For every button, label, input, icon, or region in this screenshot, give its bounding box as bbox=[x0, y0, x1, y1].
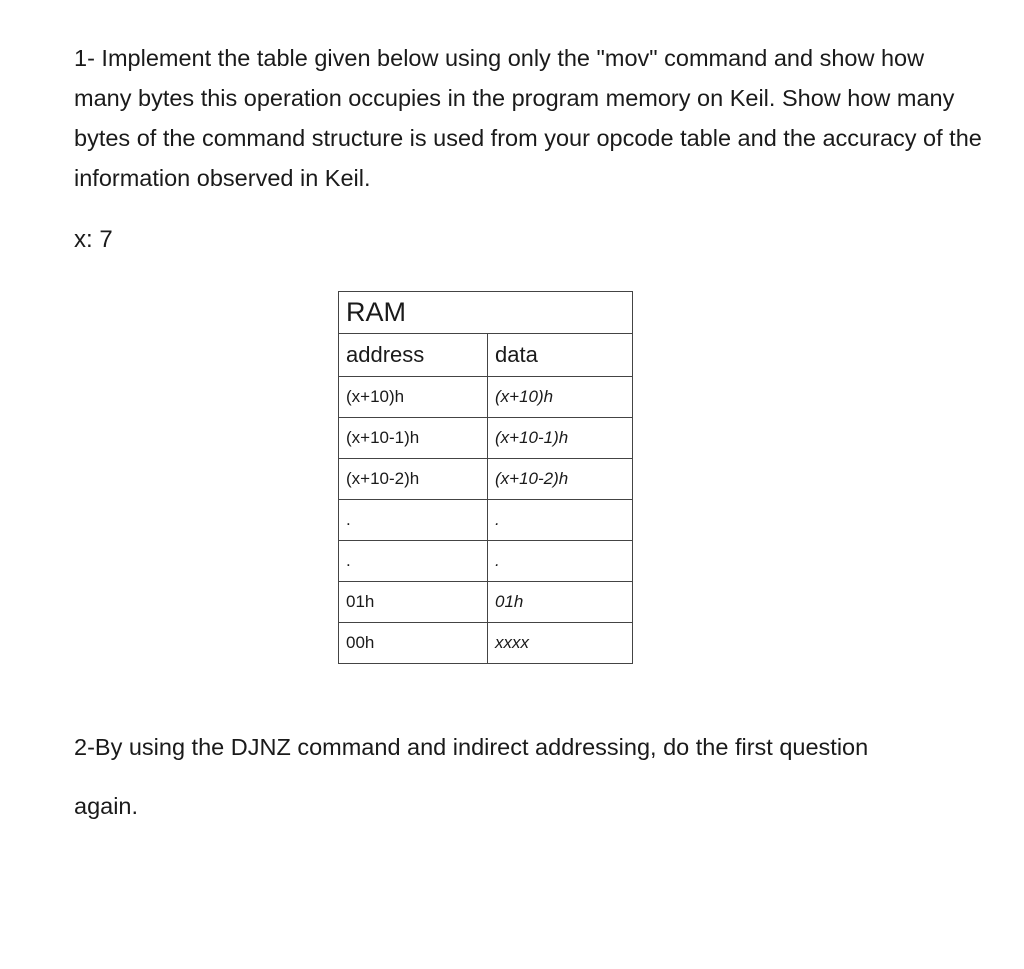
table-row bbox=[339, 418, 633, 459]
data-column-header: data bbox=[488, 334, 633, 377]
data-cell: 01h bbox=[488, 582, 633, 623]
data-cell: (x+10-2)h bbox=[488, 459, 633, 500]
table-row-ellipsis bbox=[339, 500, 633, 541]
data-cell: (x+10)h bbox=[488, 377, 633, 418]
data-cell: xxxx bbox=[488, 623, 633, 664]
data-cell: . bbox=[488, 500, 633, 541]
data-cell: (x+10-1)h bbox=[488, 418, 633, 459]
table-row bbox=[339, 623, 633, 664]
question-2-continuation: again. bbox=[74, 793, 139, 819]
table-row bbox=[339, 459, 633, 500]
address-cell: . bbox=[339, 500, 488, 541]
ram-table-title: RAM bbox=[339, 292, 633, 334]
address-cell: (x+10-2)h bbox=[339, 459, 488, 500]
address-cell: (x+10-1)h bbox=[339, 418, 488, 459]
x-value-label: x: 7 bbox=[74, 226, 113, 253]
table-row bbox=[339, 377, 633, 418]
address-cell: 00h bbox=[339, 623, 488, 664]
ram-table-header-row bbox=[339, 334, 633, 377]
ram-table bbox=[338, 291, 633, 664]
table-row-ellipsis bbox=[339, 541, 633, 582]
ram-table-title-row bbox=[339, 292, 633, 334]
address-cell: 01h bbox=[339, 582, 488, 623]
question-2-text: 2-By using the DJNZ command and indirect addressing, do the first question bbox=[74, 734, 869, 760]
address-cell: (x+10)h bbox=[339, 377, 488, 418]
address-cell: . bbox=[339, 541, 488, 582]
question-1-text: 1- Implement the table given below using only the "mov" command and show how many bytes this operation occupies in the program memory on Keil. Show how many bytes of the command structure is used from your opcode table and the accuracy of the information observed in Keil. bbox=[74, 45, 982, 191]
data-cell: . bbox=[488, 541, 633, 582]
address-column-header: address bbox=[339, 334, 488, 377]
table-row bbox=[339, 582, 633, 623]
